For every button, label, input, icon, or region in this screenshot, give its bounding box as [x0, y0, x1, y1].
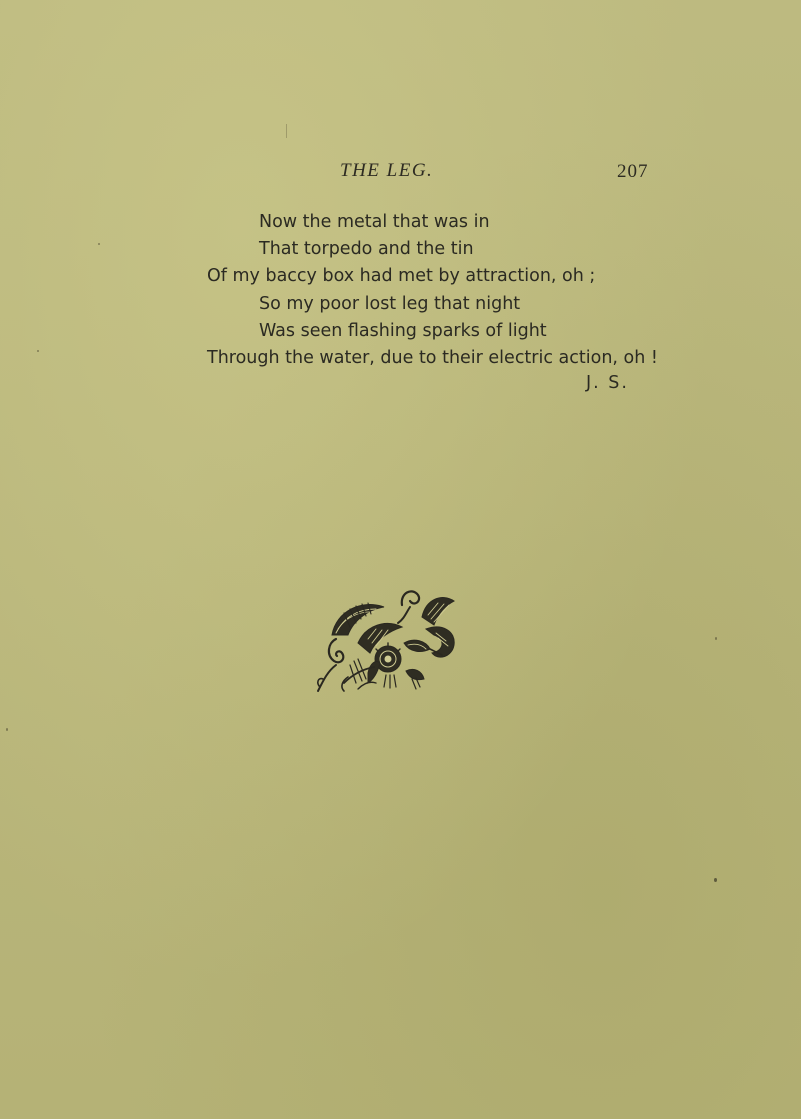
poem-stanza — [207, 209, 658, 372]
poem-line: That torpedo and the tin — [259, 239, 474, 260]
paper-speck — [715, 637, 717, 640]
paper-speck — [98, 243, 100, 245]
author-signature: J. S. — [586, 373, 629, 393]
poem-line: Was seen flashing sparks of light — [259, 320, 547, 341]
floral-tailpiece-icon — [314, 583, 464, 693]
paper-speck — [286, 124, 287, 138]
running-head: THE LEG. — [340, 160, 434, 181]
poem-line: Of my baccy box had met by attraction, oh ; — [207, 266, 596, 287]
poem-line: So my poor lost leg that night — [259, 293, 521, 314]
paper-speck — [37, 350, 39, 352]
paper-speck — [6, 728, 8, 731]
page-number: 207 — [617, 161, 649, 182]
poem-line: Through the water, due to their electric action, oh ! — [207, 348, 658, 369]
poem-line: Now the metal that was in — [259, 212, 490, 232]
paper-speck — [714, 878, 717, 882]
